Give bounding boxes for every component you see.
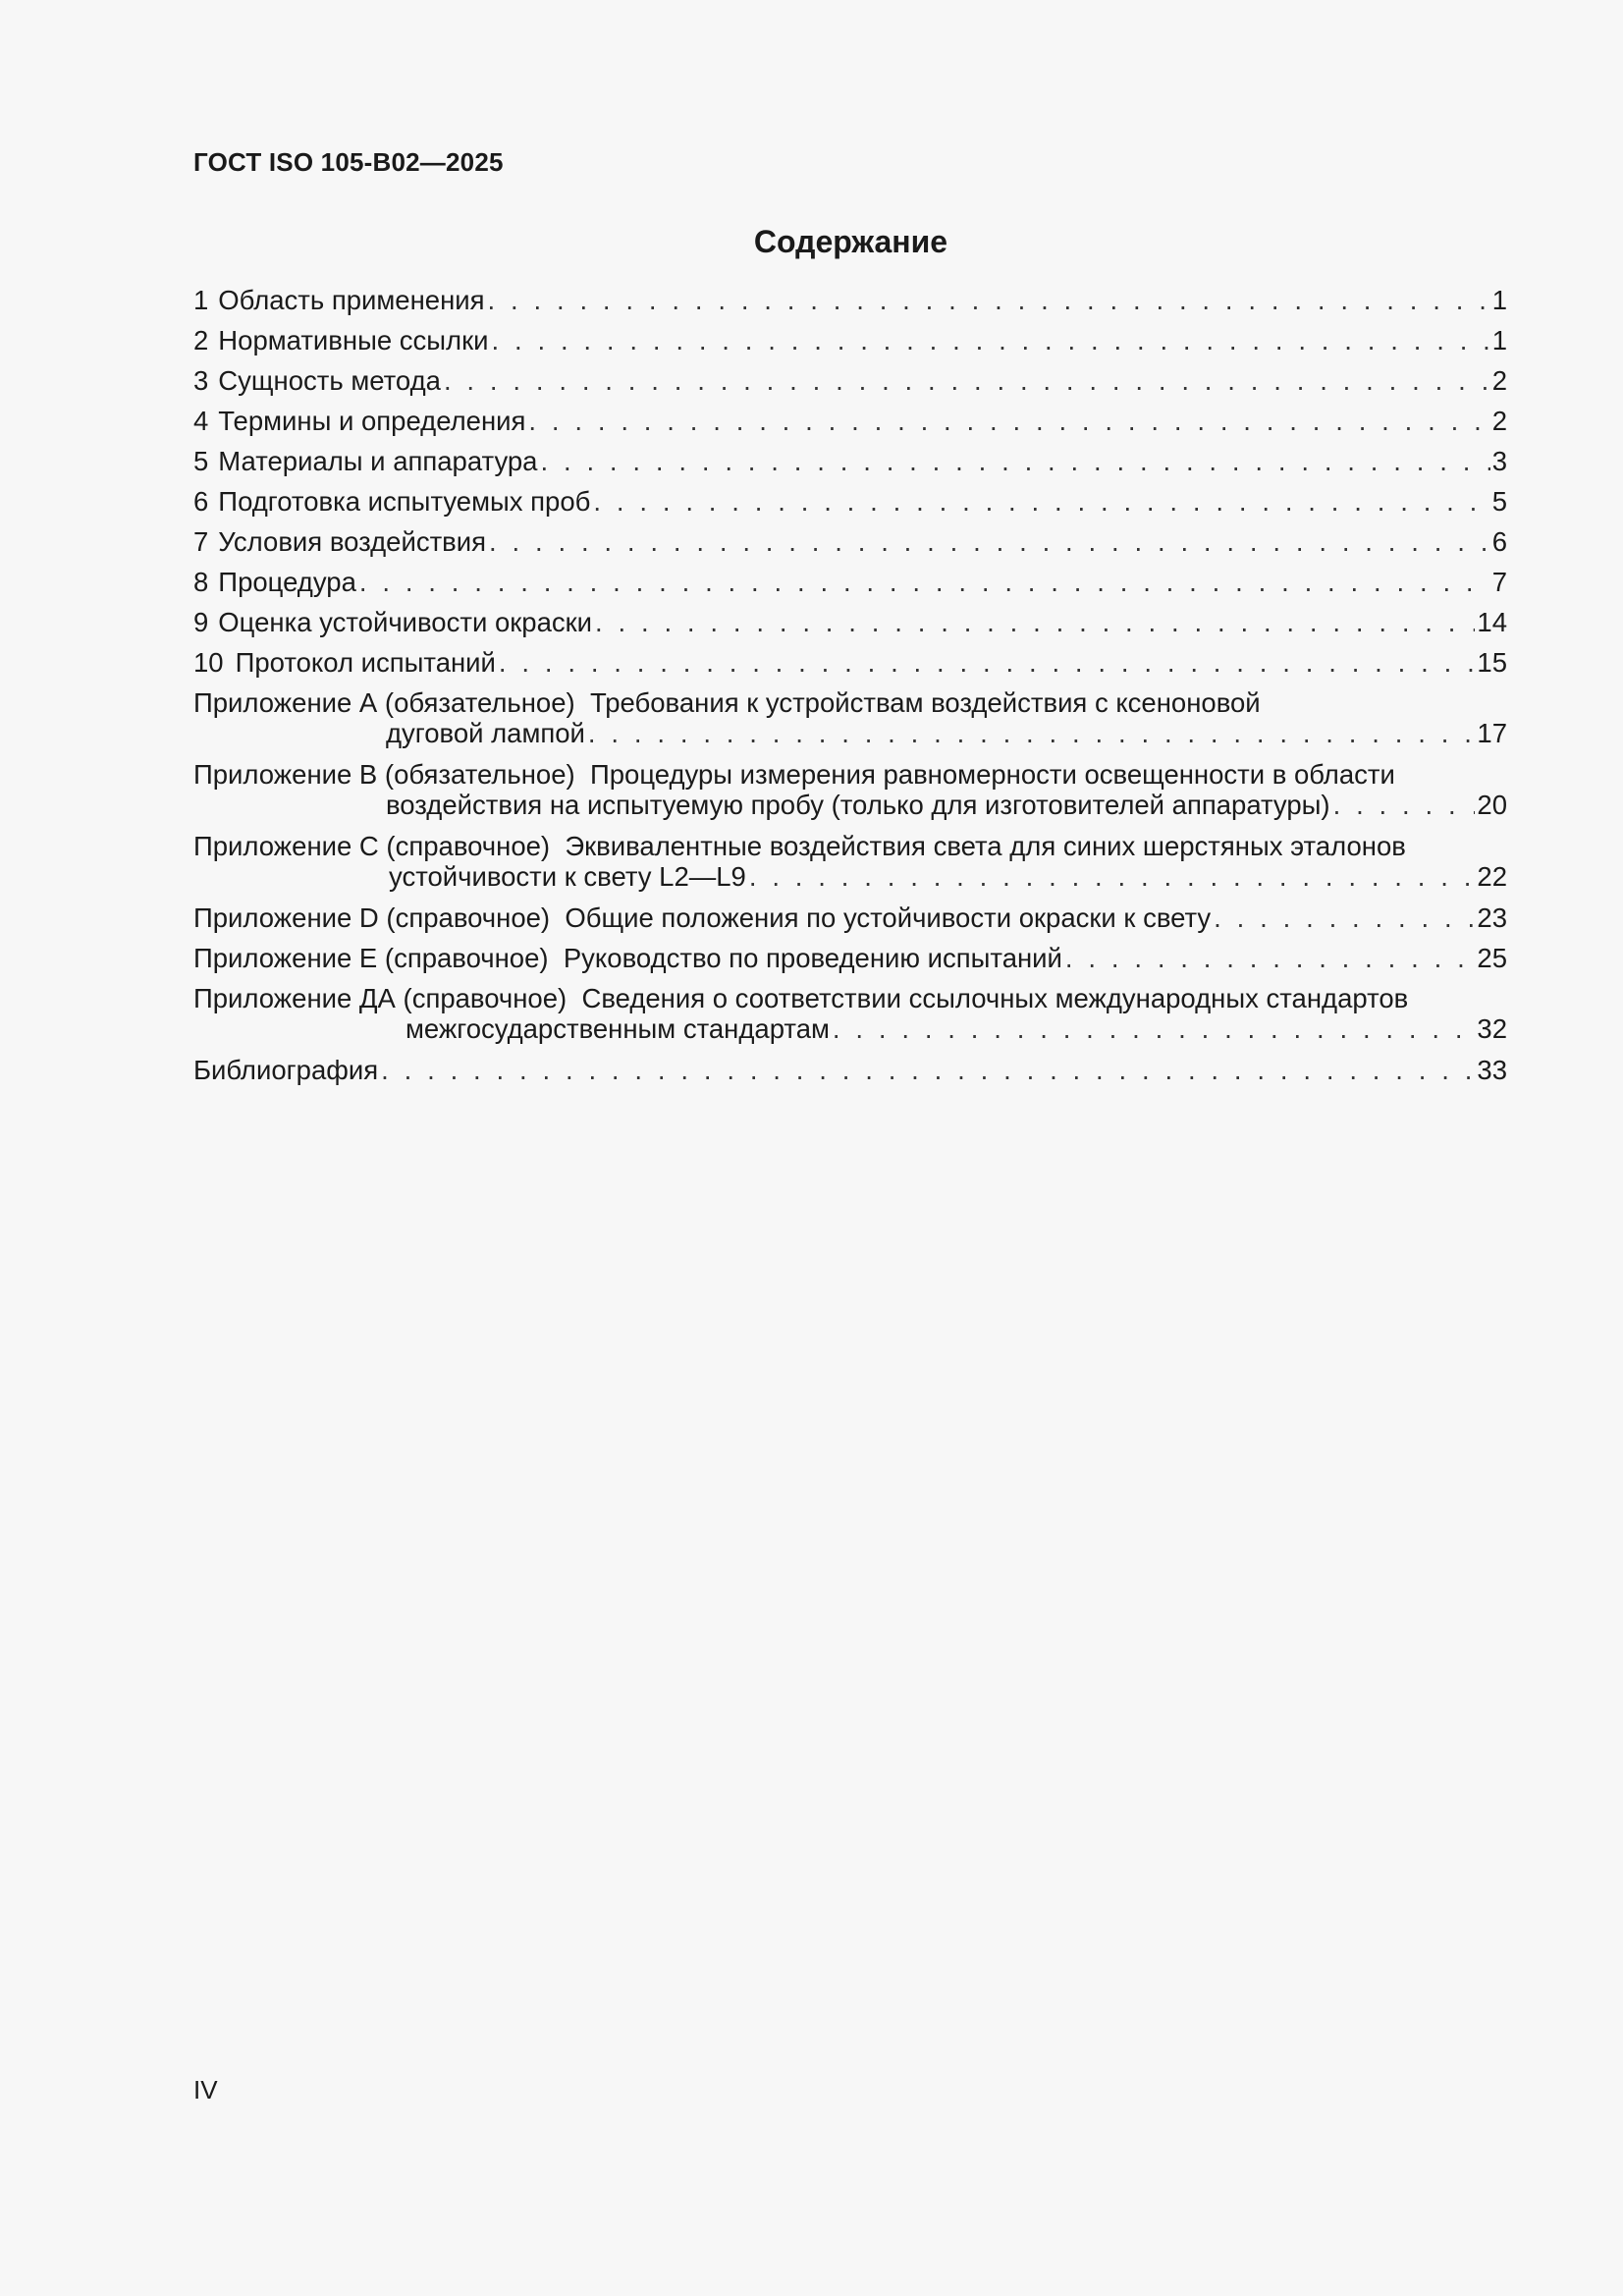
- toc-entry-page: 1: [1491, 285, 1507, 315]
- toc-entry-title: Материалы и аппаратура: [218, 446, 538, 476]
- annex-title-line1: Эквивалентные воздействия света для синих шерстяных эталонов: [565, 831, 1406, 861]
- toc-entry-annex-a[interactable]: [193, 687, 1507, 748]
- toc-entry-page: 1: [1491, 325, 1507, 355]
- dot-leader: [356, 567, 1490, 597]
- toc-entry-number: 6: [193, 486, 209, 517]
- dot-leader: [537, 446, 1489, 476]
- annex-label: Приложение С (справочное): [193, 831, 551, 861]
- annex-title-line1: Процедуры измерения равномерности освещенности в области: [589, 759, 1395, 790]
- dot-leader: [486, 526, 1490, 557]
- annex-label: Приложение А (обязательное): [193, 687, 575, 718]
- annex-title-line2: устойчивости к свету L2—L9: [389, 861, 746, 892]
- toc-title: Содержание: [753, 224, 948, 259]
- toc-entry-section-1[interactable]: [193, 285, 1507, 315]
- toc-entry-section-5[interactable]: [193, 446, 1507, 476]
- toc-entry-annex-e[interactable]: [193, 943, 1507, 973]
- toc-entry-number: 5: [193, 446, 209, 476]
- toc-entry-section-9[interactable]: [193, 607, 1507, 637]
- toc-entry-page: 2: [1491, 365, 1507, 396]
- toc-entry-section-8[interactable]: [193, 567, 1507, 597]
- toc-entry-number: 2: [193, 325, 209, 355]
- toc-entry-number: 10: [193, 647, 224, 678]
- toc-entry-number: 3: [193, 365, 209, 396]
- toc-entry-title: Протокол испытаний: [235, 647, 496, 678]
- toc-entry-page: 25: [1477, 943, 1507, 973]
- document-code: ГОСТ ISO 105-B02—2025: [193, 147, 504, 177]
- annex-title-line1: Сведения о соответствии ссылочных международных стандартов: [581, 983, 1409, 1013]
- toc-entry-page: 23: [1477, 902, 1507, 933]
- dot-leader: [1211, 902, 1475, 933]
- page-number: IV: [193, 2075, 218, 2105]
- dot-leader: [746, 861, 1476, 892]
- dot-leader: [485, 285, 1490, 315]
- toc-entry-title: Область применения: [218, 285, 485, 315]
- toc-entry-title: Библиография: [193, 1055, 379, 1085]
- toc-entry-bibliography[interactable]: [193, 1055, 1507, 1085]
- toc-entry-section-6[interactable]: [193, 486, 1507, 517]
- dot-leader: [585, 718, 1475, 748]
- table-of-contents: [193, 285, 1507, 1095]
- toc-entry-section-4[interactable]: [193, 406, 1507, 436]
- annex-title-line2: дуговой лампой: [386, 718, 585, 748]
- annex-label: Приложение ДА (справочное): [193, 983, 568, 1013]
- dot-leader: [1062, 943, 1476, 973]
- toc-entry-title: Условия воздействия: [218, 526, 487, 557]
- toc-entry-page: 32: [1477, 1013, 1507, 1044]
- dot-leader: [592, 607, 1475, 637]
- toc-entry-number: 8: [193, 567, 209, 597]
- toc-entry-section-3[interactable]: [193, 365, 1507, 396]
- annex-label: Приложение Е (справочное): [193, 943, 549, 973]
- toc-entry-title: Сущность метода: [218, 365, 441, 396]
- dot-leader: [830, 1013, 1476, 1044]
- annex-title-line1: Руководство по проведению испытаний: [563, 943, 1062, 973]
- toc-entry-section-7[interactable]: [193, 526, 1507, 557]
- toc-entry-number: 4: [193, 406, 209, 436]
- toc-entry-page: 5: [1491, 486, 1507, 517]
- dot-leader: [525, 406, 1489, 436]
- annex-label: Приложение D (справочное): [193, 902, 551, 933]
- annex-title-line1: Общие положения по устойчивости окраски к свету: [565, 902, 1212, 933]
- dot-leader: [1330, 790, 1476, 820]
- toc-entry-section-10[interactable]: [193, 647, 1507, 678]
- toc-entry-page: 17: [1477, 718, 1507, 748]
- annex-title-line2: воздействия на испытуемую пробу (только для изготовителей аппаратуры): [386, 790, 1330, 820]
- toc-entry-title: Подготовка испытуемых проб: [218, 486, 591, 517]
- dot-leader: [489, 325, 1490, 355]
- toc-entry-page: 22: [1477, 861, 1507, 892]
- toc-entry-number: 1: [193, 285, 209, 315]
- annex-label: Приложение В (обязательное): [193, 759, 575, 790]
- toc-entry-page: 15: [1477, 647, 1507, 678]
- dot-leader: [441, 365, 1490, 396]
- toc-entry-section-2[interactable]: [193, 325, 1507, 355]
- annex-title-line2: межгосударственным стандартам: [406, 1013, 830, 1044]
- toc-entry-page: 3: [1491, 446, 1507, 476]
- dot-leader: [378, 1055, 1475, 1085]
- toc-entry-title: Процедура: [218, 567, 356, 597]
- toc-entry-number: 9: [193, 607, 209, 637]
- dot-leader: [496, 647, 1476, 678]
- toc-entry-page: 33: [1477, 1055, 1507, 1085]
- toc-entry-annex-c[interactable]: [193, 831, 1507, 892]
- toc-entry-page: 14: [1477, 607, 1507, 637]
- toc-entry-title: Оценка устойчивости окраски: [218, 607, 592, 637]
- toc-entry-page: 20: [1477, 790, 1507, 820]
- toc-entry-annex-b[interactable]: [193, 759, 1507, 820]
- toc-entry-title: Нормативные ссылки: [218, 325, 489, 355]
- toc-entry-page: 2: [1491, 406, 1507, 436]
- toc-entry-annex-da[interactable]: [193, 983, 1507, 1044]
- toc-entry-number: 7: [193, 526, 209, 557]
- dot-leader: [590, 486, 1489, 517]
- toc-entry-page: 7: [1491, 567, 1507, 597]
- toc-entry-annex-d[interactable]: [193, 902, 1507, 933]
- toc-entry-page: 6: [1491, 526, 1507, 557]
- toc-entry-title: Термины и определения: [218, 406, 526, 436]
- annex-title-line1: Требования к устройствам воздействия с ксеноновой: [589, 687, 1261, 718]
